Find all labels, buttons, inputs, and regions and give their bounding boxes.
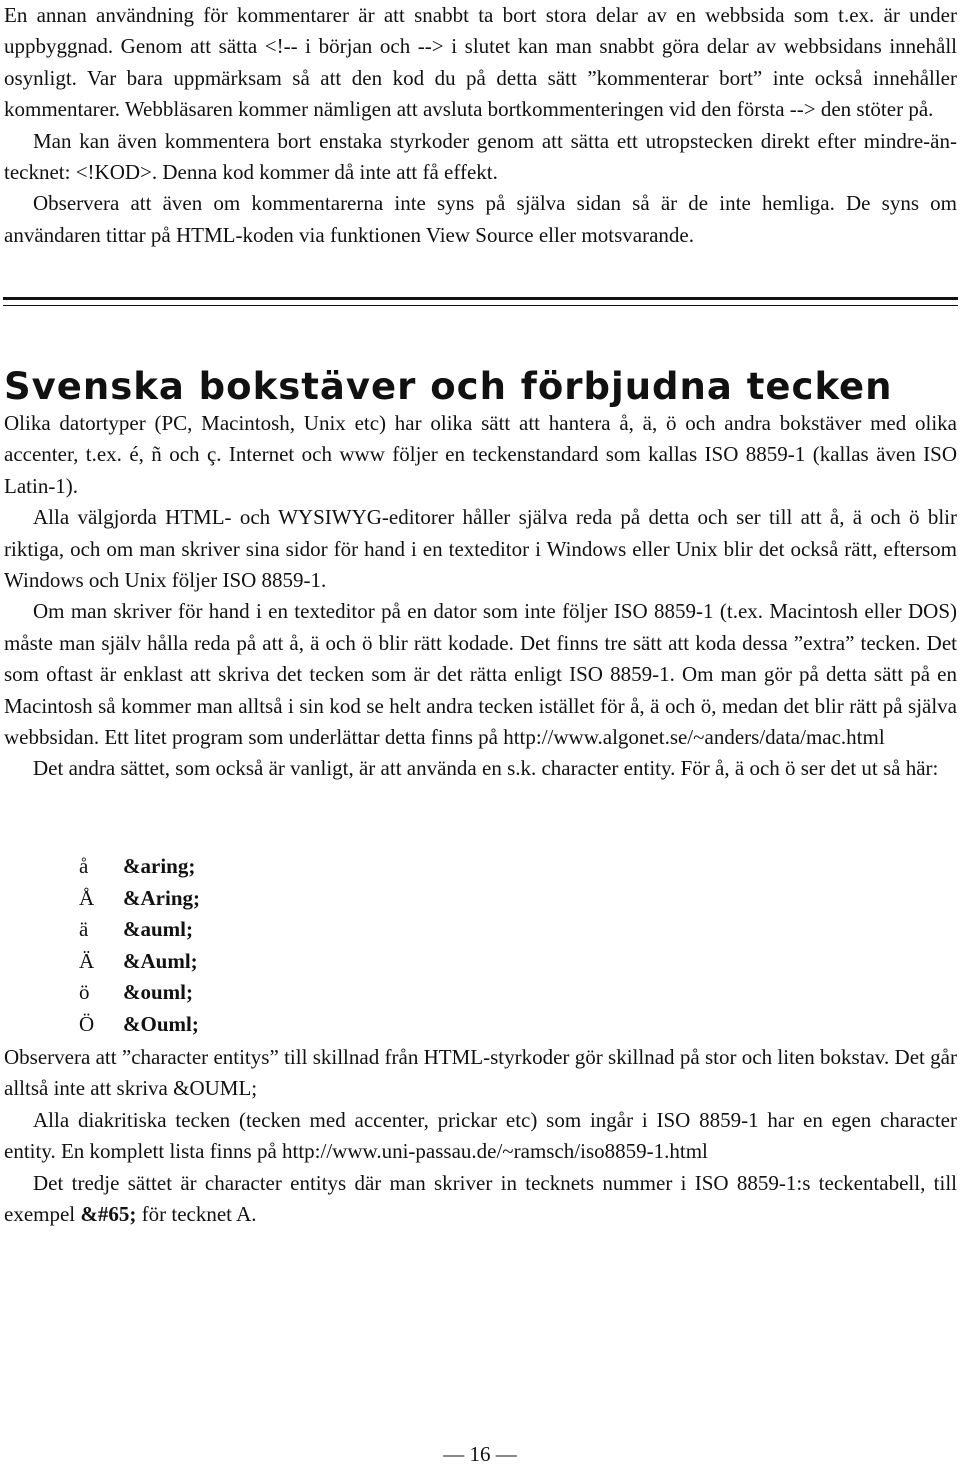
entity-row: [79, 851, 200, 883]
section-paragraph-5: Observera att ”character entitys” till skillnad från HTML-styrkoder gör skillnad på stor och liten bokstav. Det går alltså inte att skriva &OUML;: [4, 1045, 957, 1101]
section-divider-thick: [3, 297, 958, 300]
section-paragraph-7: [4, 1168, 957, 1231]
entity-code: &auml;: [123, 917, 193, 942]
section-paragraph-6: Alla diakritiska tecken (tecken med accenter, prickar etc) som ingår i ISO 8859-1 har en egen character entity. En komplett lista finns på http://www.uni-passau.de/~ramsch/iso8859-1.html: [4, 1107, 957, 1164]
section-body-bottom: [4, 1042, 957, 1230]
intro-text: [4, 0, 957, 251]
entity-code: &Ouml;: [123, 1011, 199, 1036]
entity-code: &Aring;: [123, 885, 200, 910]
intro-paragraph-3: Observera att även om kommentarerna inte syns på själva sidan så är de inte hemliga. De syns om användaren tittar på HTML-koden via funktionen View Source eller motsvarande.: [4, 191, 957, 247]
entity-char: ä: [79, 917, 89, 942]
entity-list: [79, 851, 200, 1041]
section-paragraph-2: Alla välgjorda HTML- och WYSIWYG-editorer håller själva reda på detta och ser till att å, ä och ö blir riktiga, och om man skriver sina sidor för hand i en texteditor i Windows eller Unix blir det också rätt, eftersom Windows och Unix följer ISO 8859-1.: [4, 505, 957, 593]
section-heading: Svenska bokstäver och förbjudna tecken: [4, 365, 893, 408]
section-divider-thin: [3, 305, 958, 306]
numeric-entity-example: &#65;: [80, 1202, 137, 1227]
entity-code: &Auml;: [123, 948, 198, 973]
entity-row: [79, 883, 200, 915]
entity-code: &aring;: [123, 854, 196, 878]
section-paragraph-3: Om man skriver för hand i en texteditor på en dator som inte följer ISO 8859-1 (t.ex. Macintosh eller DOS) måste man själv hålla reda på att å, ä och ö blir rätt kodade. Det finns tre sätt att koda dessa ”extra” tecken. Det som oftast är enklast att skriva det tecken som är det rätta enligt ISO 8859-1. Om man gör på detta sätt på en Macintosh så kommer man alltså i sin kod se helt andra tecken istället för å, ä och ö, medan det blir rätt på själva webbsidan. Ett litet program som underlättar detta finns på http://www.algonet.se/~anders/data/mac.html: [4, 599, 957, 750]
section-paragraph-1: Olika datortyper (PC, Macintosh, Unix etc) har olika sätt att hantera å, ä, ö och andra bokstäver med olika accenter, t.ex. é, ñ och ç. Internet och www följer en teckenstandard som kallas ISO 8859-1 (kallas även ISO Latin-1).: [4, 411, 957, 498]
entity-row: [79, 946, 200, 978]
entity-char: å: [79, 854, 89, 878]
intro-paragraph-2: Man kan även kommentera bort enstaka styrkoder genom att sätta ett utropstecken direkt efter mindre-än-tecknet: <!KOD>. Denna kod kommer då inte att få effekt.: [4, 128, 957, 185]
entity-char: Ö: [79, 1011, 95, 1036]
section-body-top: [4, 408, 957, 785]
paragraph-7-text-start: Det tredje sättet är character entitys där man skriver in tecknets nummer i ISO 8859-1:s teckentabell, till exempel: [4, 1170, 957, 1227]
intro-paragraph-1: En annan användning för kommentarer är att snabbt ta bort stora delar av en webbsida som t.ex. är under uppbyggnad. Genom att sätta <!-- i början och --> i slutet kan man snabbt göra delar av webbsidans innehåll osynligt. Var bara uppmärksam så att den kod du på detta sätt ”kommenterar bort” inte också innehåller kommentarer. Webbläsaren kommer nämligen att avsluta bortkommenteringen vid den första --> den stöter på.: [4, 3, 957, 122]
page-footer: [0, 1440, 960, 1468]
section-paragraph-4: Det andra sättet, som också är vanligt, är att använda en s.k. character entity. För å, ä och ö ser det ut så här:: [33, 756, 939, 781]
entity-row: [79, 1009, 200, 1041]
page-number: — 16 —: [443, 1442, 517, 1466]
entity-row: [79, 914, 200, 946]
entity-char: ö: [79, 980, 90, 1005]
entity-code: &ouml;: [123, 980, 193, 1005]
entity-char: Å: [79, 885, 95, 910]
paragraph-7-text-end: för tecknet A.: [136, 1202, 257, 1227]
entity-char: Ä: [79, 948, 95, 973]
entity-row: [79, 977, 200, 1009]
